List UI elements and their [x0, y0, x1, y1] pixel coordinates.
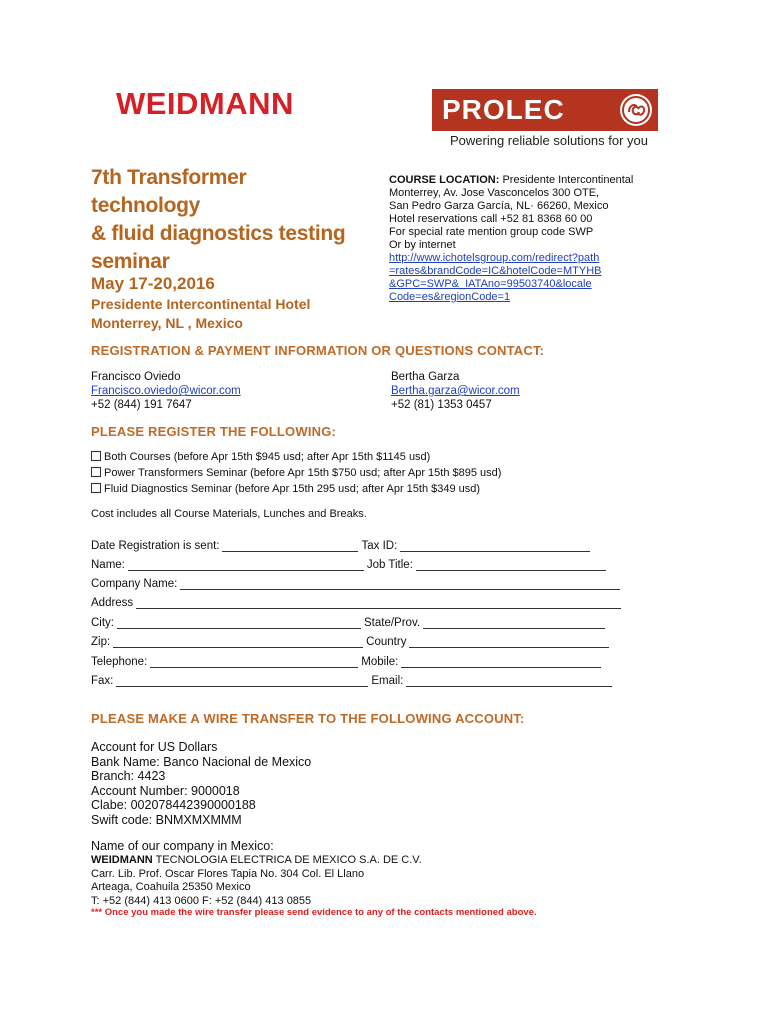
- location-label: COURSE LOCATION:: [389, 174, 500, 186]
- date-label: Date Registration is sent:: [91, 540, 220, 552]
- address-label: Address: [91, 597, 134, 609]
- title-line: technology: [91, 194, 201, 217]
- company-field[interactable]: [180, 578, 620, 590]
- address-line: Arteaga, Coahuila 25350 Mexico: [91, 881, 251, 893]
- contact-card: [91, 370, 241, 412]
- contact-phone: +52 (844) 191 7647: [91, 399, 192, 411]
- register-heading: PLEASE REGISTER THE FOLLOWING:: [91, 424, 337, 439]
- email-field[interactable]: [406, 675, 612, 687]
- tax-field[interactable]: [400, 540, 590, 552]
- seminar-dates: May 17-20,2016: [91, 274, 215, 293]
- company-address: [91, 854, 422, 908]
- company-name-rest: TECNOLOGIA ELECTRICA DE MEXICO S.A. DE C.V.: [152, 854, 422, 866]
- hotel-line: Presidente Intercontinental Hotel: [91, 296, 311, 312]
- prolec-wordmark: PROLEC: [442, 94, 565, 125]
- address-line: Carr. Lib. Prof. Oscar Flores Tapia No. 304 Col. El Llano: [91, 867, 365, 880]
- course-location: [389, 174, 689, 304]
- telephone-label: Telephone:: [91, 656, 148, 668]
- state-label: State/Prov.: [364, 617, 421, 629]
- weidmann-logo: WEIDMANN: [116, 86, 294, 121]
- checkbox-icon[interactable]: [91, 451, 101, 461]
- link-line[interactable]: =rates&brandCode=IC&hotelCode=MTYHB: [389, 265, 602, 277]
- company-heading: Name of our company in Mexico:: [91, 839, 274, 853]
- bank-line: Clabe: 002078442390000188: [91, 798, 256, 812]
- name-field[interactable]: [128, 559, 364, 571]
- fax-label: Fax:: [91, 675, 114, 687]
- address-line: T: +52 (844) 413 0600 F: +52 (844) 413 0855: [91, 894, 312, 907]
- checkbox-icon[interactable]: [91, 483, 101, 493]
- telephone-field[interactable]: [150, 656, 358, 668]
- title-line: & fluid diagnostics testing: [91, 222, 346, 245]
- form-row: [91, 617, 631, 629]
- title-line: 7th Transformer: [91, 166, 247, 189]
- email-label: Email:: [371, 675, 404, 687]
- location-line: Monterrey, Av. Jose Vasconcelos 300 OTE,: [389, 187, 600, 199]
- country-label: Country: [366, 636, 407, 648]
- city-field[interactable]: [117, 617, 361, 629]
- company-name-line: [91, 854, 422, 868]
- title-line: seminar: [91, 250, 170, 273]
- contact-card: [391, 370, 520, 412]
- contact-name: Francisco Oviedo: [91, 371, 181, 383]
- company-label: Company Name:: [91, 578, 178, 590]
- link-line[interactable]: http://www.ichotelsgroup.com/redirect?path: [389, 252, 600, 264]
- location-first-line: [389, 174, 689, 187]
- city-label: City:: [91, 617, 114, 629]
- link-line[interactable]: Code=es&regionCode=1: [389, 291, 511, 303]
- contact-email-link[interactable]: Francisco.oviedo@wicor.com: [91, 385, 241, 397]
- form-row: [91, 597, 631, 609]
- state-field[interactable]: [423, 617, 605, 629]
- prolec-logo: [432, 89, 658, 131]
- country-field[interactable]: [409, 636, 609, 648]
- cost-note: Cost includes all Course Materials, Lunches and Breaks.: [91, 508, 367, 520]
- mobile-label: Mobile:: [361, 656, 399, 668]
- mobile-field[interactable]: [401, 656, 601, 668]
- form-row: [91, 656, 631, 668]
- ge-seal-icon: [618, 92, 654, 128]
- hotel-line: Monterrey, NL , Mexico: [91, 315, 243, 331]
- hotel-info: [91, 295, 310, 333]
- bank-line: Account Number: 9000018: [91, 783, 240, 798]
- job-field[interactable]: [416, 559, 606, 571]
- form-row: [91, 675, 631, 687]
- seminar-title: [91, 164, 345, 276]
- fax-field[interactable]: [116, 675, 368, 687]
- contact-name: Bertha Garza: [391, 371, 460, 383]
- zip-label: Zip:: [91, 636, 111, 648]
- registration-heading: REGISTRATION & PAYMENT INFORMATION OR QUESTIONS CONTACT:: [91, 343, 545, 358]
- option-label: Both Courses (before Apr 15th $945 usd; after Apr 15th $1145 usd): [104, 451, 431, 463]
- bank-line: Bank Name: Banco Nacional de Mexico: [91, 754, 312, 769]
- bank-line: Swift code: BNMXMXMMM: [91, 812, 242, 827]
- bank-details: [91, 740, 311, 827]
- form-row: [91, 578, 631, 590]
- option-label: Power Transformers Seminar (before Apr 15th $750 usd; after Apr 15th $895 usd): [104, 467, 502, 479]
- location-line: For special rate mention group code SWP: [389, 226, 594, 238]
- option-fluid-diagnostics[interactable]: [91, 483, 480, 495]
- hotel-booking-link[interactable]: [389, 252, 689, 304]
- bank-line: Branch: 4423: [91, 769, 166, 783]
- form-row: [91, 559, 631, 571]
- option-power-transformers[interactable]: [91, 467, 501, 479]
- contact-email-link[interactable]: Bertha.garza@wicor.com: [391, 385, 520, 397]
- zip-field[interactable]: [113, 636, 363, 648]
- option-label: Fluid Diagnostics Seminar (before Apr 15th 295 usd; after Apr 15th $349 usd): [104, 483, 481, 495]
- contact-phone: +52 (81) 1353 0457: [391, 399, 492, 411]
- prolec-tagline: Powering reliable solutions for you: [450, 133, 648, 148]
- link-line[interactable]: &GPC=SWP&_IATAno=99503740&locale: [389, 278, 592, 290]
- location-line: Hotel reservations call +52 81 8368 60 00: [389, 213, 593, 225]
- option-both-courses[interactable]: [91, 451, 430, 463]
- company-name-bold: WEIDMANN: [91, 854, 153, 866]
- tax-label: Tax ID:: [361, 540, 398, 552]
- form-row: [91, 540, 631, 552]
- checkbox-icon[interactable]: [91, 467, 101, 477]
- job-label: Job Title:: [366, 559, 413, 571]
- location-line: Or by internet: [389, 239, 456, 251]
- wire-heading: PLEASE MAKE A WIRE TRANSFER TO THE FOLLOWING ACCOUNT:: [91, 711, 525, 726]
- date-field[interactable]: [222, 540, 358, 552]
- evidence-note: *** Once you made the wire transfer please send evidence to any of the contacts mentioned above.: [91, 907, 537, 918]
- name-label: Name:: [91, 559, 125, 571]
- form-row: [91, 636, 631, 648]
- location-venue: Presidente Intercontinental: [502, 174, 634, 186]
- bank-line: Account for US Dollars: [91, 740, 218, 754]
- location-line: San Pedro Garza García, NL· 66260, Mexico: [389, 200, 609, 212]
- address-field[interactable]: [136, 597, 621, 609]
